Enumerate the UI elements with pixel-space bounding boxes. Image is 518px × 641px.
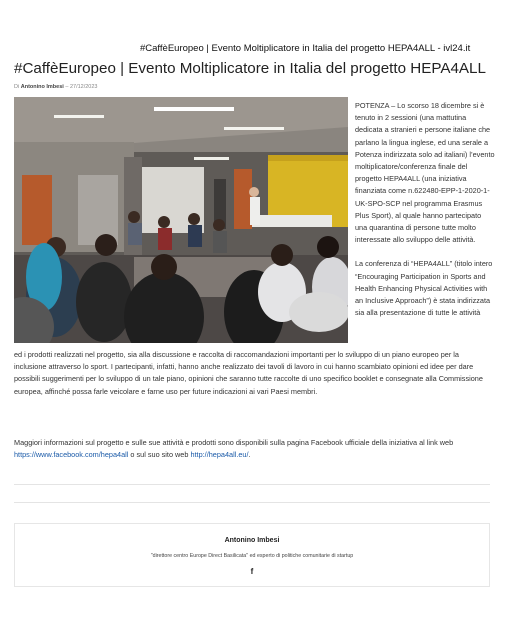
paragraph-3-middle: o sul suo sito web [130, 450, 189, 460]
paragraph-1: POTENZA – Lo scorso 18 dicembre si è tenuto in 2 sessioni (una mattutina dedicata a stranieri e persone italiane che parlano la lingua inglese, ed una serale a Potenza indirizzata solo ad italiani) l’evento moltiplicatore/conferenza finale del progetto HEPA4ALL (una iniziativa finanziata come n.622480-EPP-1-2020-1-UK-SPO-SCP nel programma Erasmus Plus Sport), al quale hanno partecipato una quarantina di persone tutte molto interessate allo sviluppo delle attività. [355, 101, 495, 245]
paragraph-2-continued-block [14, 349, 492, 398]
paragraph-2-continued: ed i prodotti realizzati nel progetto, sia alla discussione e raccolta di raccomandazioni importanti per lo sviluppo di un piano europeo per la inclusione attraverso lo sport. I partecipanti, infatti, hanno anche realizzato dei tavoli di lavoro in cui hanno scambiato opinioni ed idee per dare possibili suggerimenti per lo sviluppo di un tale piano, opinioni che saranno tutte raccolte di uno specifico booklet e consegnate alla Commissione europea, affinché possa farle veicolare e farne uso per future indicazioni ai vari Paesi membri. [14, 350, 483, 396]
byline-prefix: Di [14, 84, 20, 90]
paragraph-3 [14, 437, 492, 461]
author-box-bio: "direttore centro Europe Direct Basilicata" ed esperto di politiche comunitarie di startup [150, 553, 354, 559]
conference-photo [14, 97, 348, 343]
conference-photo-illustration [14, 97, 348, 343]
byline-author-link[interactable]: Antonino Imbesi [20, 84, 64, 90]
window-title: #CaffèEuropeo | Evento Moltiplicatore in Italia del progetto HEPA4ALL - ivl24.it [140, 43, 471, 54]
project-site-link[interactable]: http://hepa4all.eu/ [190, 450, 249, 460]
divider-top [14, 484, 490, 485]
article-body-side [355, 100, 495, 331]
divider-bottom [14, 502, 490, 503]
author-box-name[interactable]: Antonino Imbesi [224, 537, 280, 544]
paragraph-2-start: La conferenza di “HEPA4ALL” (titolo intero “Encouraging Participation in Sports and Health Enhancing Physical Activities with an Inclusive Approach”) è stata indirizzata sia alla presentazione di tutte le attività [355, 259, 493, 318]
paragraph-3-intro: Maggiori informazioni sul progetto e sulle sue attività e prodotti sono disponibili sulla pagina Facebook ufficiale della iniziativa al link web [14, 438, 454, 447]
article-title: #CaffèEuropeo | Evento Moltiplicatore in Italia del progetto HEPA4ALL [14, 60, 486, 77]
paragraph-3-end: . [248, 450, 251, 460]
paragraph-3-block [14, 437, 492, 461]
facebook-icon[interactable]: f [250, 567, 254, 576]
byline [14, 84, 97, 90]
facebook-page-link[interactable]: https://www.facebook.com/hepa4all [14, 450, 129, 460]
article-date: 27/12/2023 [69, 84, 98, 90]
byline-separator: – [65, 84, 69, 90]
author-box [14, 523, 490, 587]
